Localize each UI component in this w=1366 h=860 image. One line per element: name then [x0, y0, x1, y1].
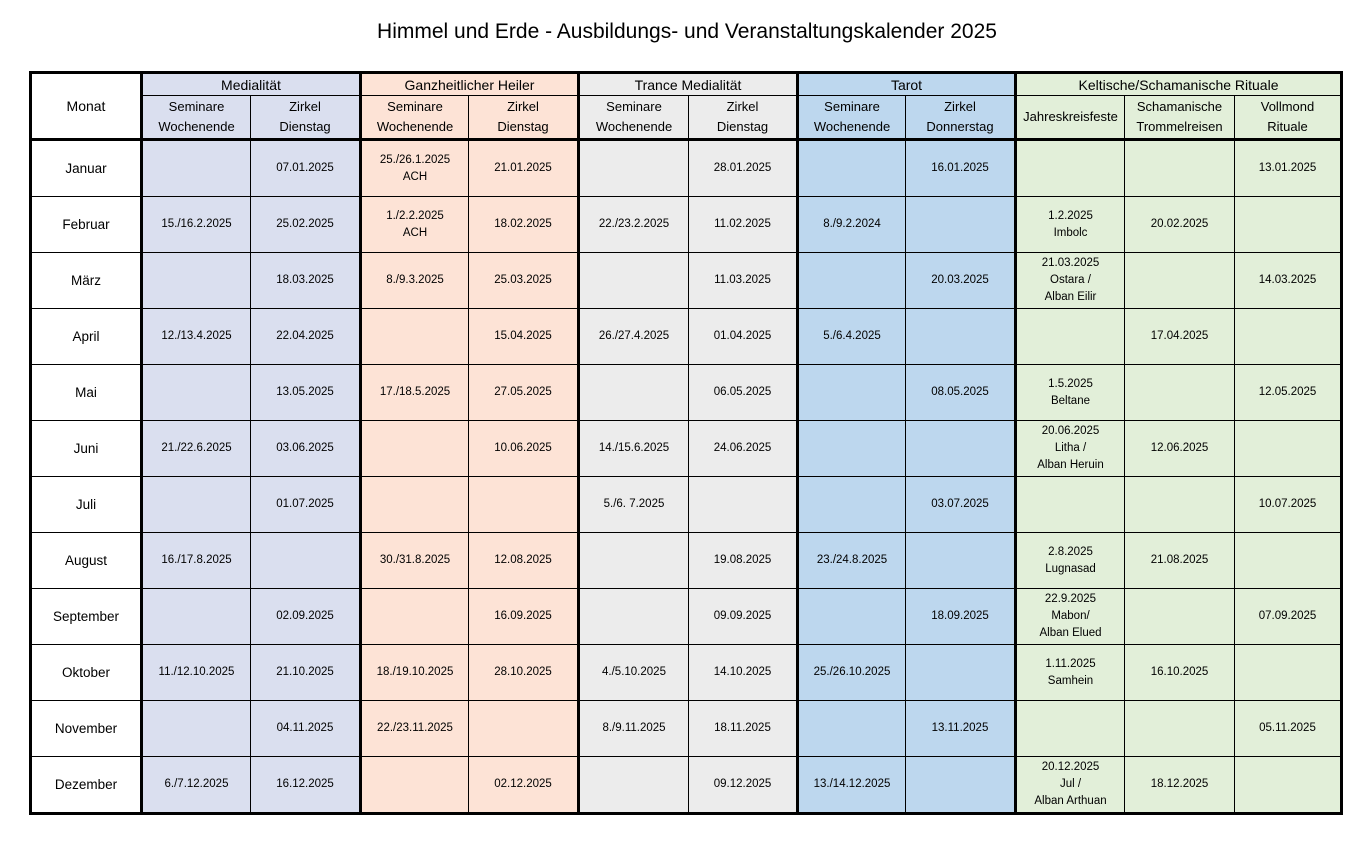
- date-cell-medialitaet-zirkel: [251, 477, 361, 533]
- date-cell-vollmond: [1235, 309, 1342, 365]
- date-cell-medialitaet-seminare: [142, 477, 251, 533]
- cell-text-line: 15.04.2025: [494, 330, 552, 342]
- cell-text-line: 14.10.2025: [713, 666, 772, 678]
- date-cell-trommelreisen: [1125, 309, 1235, 365]
- date-cell-tarot-seminare: [798, 365, 906, 421]
- cell-text-line: 01.04.2025: [713, 330, 772, 342]
- cell-text-line: 11.03.2025: [714, 274, 771, 286]
- subheader-jahreskreisfeste: [1016, 96, 1125, 140]
- cell-text-line: 16.10.2025: [1150, 666, 1209, 678]
- table-row: [31, 701, 1342, 757]
- cell-text-line: Zirkel: [944, 99, 976, 114]
- cell-text-line: 5./6. 7.2025: [603, 498, 665, 510]
- date-cell-trance-zirkel: [689, 477, 798, 533]
- date-cell-medialitaet-zirkel: [251, 140, 361, 197]
- group-header-medialitaet: Medialität: [142, 73, 361, 96]
- date-cell-medialitaet-seminare: [142, 589, 251, 645]
- date-cell-jahreskreisfeste: [1016, 477, 1125, 533]
- date-cell-trance-seminare: [579, 309, 689, 365]
- date-cell-tarot-zirkel: [906, 701, 1016, 757]
- date-cell-trance-zirkel: [689, 645, 798, 701]
- cell-text-line: 19.08.2025: [713, 554, 772, 566]
- cell-text-line: 18.11.2025: [714, 722, 771, 734]
- cell-text-line: 1.2.2025: [1048, 209, 1093, 222]
- date-cell-jahreskreisfeste: [1016, 757, 1125, 814]
- subheader-trommelreisen: [1125, 96, 1235, 140]
- cell-text-line: Vollmond: [1260, 99, 1315, 114]
- cell-text-line: 20.12.2025: [1041, 761, 1100, 773]
- page-title: Himmel und Erde - Ausbildungs- und Veranstaltungskalender 2025: [377, 20, 997, 43]
- date-cell-heiler-zirkel: [469, 477, 579, 533]
- cell-text-line: 18.03.2025: [276, 274, 334, 286]
- cell-text-line: Dienstag: [279, 119, 331, 134]
- date-cell-medialitaet-zirkel: [251, 757, 361, 814]
- date-cell-heiler-zirkel: [469, 701, 579, 757]
- cell-text-line: 12./13.4.2025: [161, 330, 232, 342]
- subheader-tarot-seminare: [798, 96, 906, 140]
- date-cell-heiler-seminare: [361, 757, 469, 814]
- cell-text-line: 8./9.11.2025: [602, 722, 666, 734]
- cell-text-line: Ostara /: [1050, 274, 1091, 286]
- cell-text-line: 24.06.2025: [713, 442, 772, 454]
- date-cell-jahreskreisfeste: [1016, 253, 1125, 309]
- cell-text-line: 1.11.2025: [1045, 657, 1096, 670]
- table-row: [31, 533, 1342, 589]
- date-cell-medialitaet-seminare: [142, 701, 251, 757]
- date-cell-medialitaet-zirkel: [251, 421, 361, 477]
- date-cell-trommelreisen: [1125, 365, 1235, 421]
- month-cell: Januar: [31, 140, 142, 197]
- cell-text-line: 25./26.10.2025: [813, 666, 891, 678]
- cell-text-line: Zirkel: [507, 99, 539, 114]
- date-cell-heiler-zirkel: [469, 140, 579, 197]
- date-cell-medialitaet-zirkel: [251, 253, 361, 309]
- date-cell-vollmond: [1235, 701, 1342, 757]
- cell-text-line: 25.02.2025: [276, 218, 334, 230]
- date-cell-medialitaet-seminare: [142, 197, 251, 253]
- date-cell-tarot-zirkel: [906, 533, 1016, 589]
- date-cell-heiler-seminare: [361, 701, 469, 757]
- month-cell: Juli: [31, 477, 142, 533]
- cell-text-line: 30./31.8.2025: [379, 554, 451, 566]
- cell-text-line: Donnerstag: [926, 119, 994, 134]
- date-cell-tarot-seminare: [798, 645, 906, 701]
- cell-text-line: 13./14.12.2025: [813, 778, 891, 790]
- date-cell-trance-zirkel: [689, 589, 798, 645]
- date-cell-vollmond: [1235, 421, 1342, 477]
- cell-text-line: Zirkel: [726, 99, 759, 114]
- date-cell-heiler-zirkel: [469, 197, 579, 253]
- date-cell-heiler-zirkel: [469, 533, 579, 589]
- cell-text-line: 11./12.10.2025: [158, 666, 235, 678]
- table-row: [31, 197, 1342, 253]
- date-cell-medialitaet-zirkel: [251, 533, 361, 589]
- date-cell-trance-seminare: [579, 757, 689, 814]
- cell-text-line: 15./16.2.2025: [161, 218, 232, 230]
- cell-text-line: Wochenende: [158, 119, 235, 134]
- date-cell-trommelreisen: [1125, 757, 1235, 814]
- date-cell-jahreskreisfeste: [1016, 365, 1125, 421]
- cell-text-line: Seminare: [387, 99, 443, 114]
- date-cell-tarot-seminare: [798, 477, 906, 533]
- date-cell-medialitaet-seminare: [142, 757, 251, 814]
- cell-text-line: Beltane: [1050, 394, 1090, 407]
- cell-text-line: 18.02.2025: [494, 218, 552, 230]
- table-row: [31, 253, 1342, 309]
- cell-text-line: 6./7.12.2025: [164, 778, 229, 790]
- date-cell-heiler-zirkel: [469, 757, 579, 814]
- date-cell-trance-zirkel: [689, 309, 798, 365]
- cell-text-line: 26./27.4.2025: [598, 330, 670, 342]
- cell-text-line: 28.01.2025: [713, 162, 772, 174]
- date-cell-vollmond: [1235, 533, 1342, 589]
- date-cell-tarot-zirkel: [906, 309, 1016, 365]
- date-cell-tarot-zirkel: [906, 140, 1016, 197]
- cell-text-line: 07.01.2025: [276, 162, 334, 174]
- cell-text-line: Jul /: [1059, 778, 1082, 790]
- cell-text-line: 02.12.2025: [494, 778, 552, 790]
- table-row: [31, 365, 1342, 421]
- date-cell-medialitaet-seminare: [142, 140, 251, 197]
- date-cell-jahreskreisfeste: [1016, 533, 1125, 589]
- date-cell-heiler-zirkel: [469, 309, 579, 365]
- date-cell-trance-seminare: [579, 477, 689, 533]
- cell-text-line: 10.06.2025: [494, 442, 552, 454]
- date-cell-heiler-seminare: [361, 365, 469, 421]
- date-cell-tarot-zirkel: [906, 589, 1016, 645]
- cell-text-line: 17.04.2025: [1150, 330, 1209, 342]
- month-cell: März: [31, 253, 142, 309]
- date-cell-vollmond: [1235, 589, 1342, 645]
- date-cell-heiler-seminare: [361, 477, 469, 533]
- cell-text-line: ACH: [402, 226, 428, 239]
- cell-text-line: Zirkel: [289, 99, 321, 114]
- date-cell-trance-zirkel: [689, 365, 798, 421]
- table-row: [31, 589, 1342, 645]
- table-row: [31, 309, 1342, 365]
- date-cell-medialitaet-seminare: [142, 365, 251, 421]
- cell-text-line: 03.06.2025: [276, 442, 334, 454]
- date-cell-heiler-zirkel: [469, 253, 579, 309]
- cell-text-line: 22.9.2025: [1044, 593, 1097, 605]
- month-cell: August: [31, 533, 142, 589]
- cell-text-line: 20.03.2025: [931, 274, 989, 286]
- date-cell-heiler-zirkel: [469, 589, 579, 645]
- month-cell: November: [31, 701, 142, 757]
- cell-text-line: 22./23.2.2025: [598, 218, 670, 230]
- cell-text-line: 16.01.2025: [931, 162, 989, 174]
- date-cell-medialitaet-zirkel: [251, 365, 361, 421]
- cell-text-line: Lugnasad: [1045, 562, 1096, 575]
- cell-text-line: 05.11.2025: [1259, 722, 1316, 734]
- cell-text-line: Imbolc: [1053, 226, 1088, 239]
- cell-text-line: 14.03.2025: [1258, 274, 1317, 286]
- date-cell-jahreskreisfeste: [1016, 309, 1125, 365]
- cell-text-line: Wochenende: [595, 119, 673, 134]
- cell-text-line: Schamanische: [1136, 99, 1223, 114]
- date-cell-jahreskreisfeste: [1016, 140, 1125, 197]
- date-cell-tarot-seminare: [798, 421, 906, 477]
- date-cell-heiler-seminare: [361, 589, 469, 645]
- cell-text-line: 13.01.2025: [1258, 162, 1317, 174]
- date-cell-heiler-zirkel: [469, 645, 579, 701]
- cell-text-line: 02.09.2025: [276, 610, 334, 622]
- month-cell: Oktober: [31, 645, 142, 701]
- date-cell-medialitaet-seminare: [142, 253, 251, 309]
- month-cell: Dezember: [31, 757, 142, 814]
- cell-text-line: 09.09.2025: [713, 610, 772, 622]
- date-cell-jahreskreisfeste: [1016, 589, 1125, 645]
- cell-text-line: 06.05.2025: [713, 386, 772, 398]
- date-cell-heiler-seminare: [361, 140, 469, 197]
- cell-text-line: Rituale: [1267, 119, 1308, 134]
- table-row: [31, 645, 1342, 701]
- table-row: [31, 421, 1342, 477]
- cell-text-line: 13.05.2025: [276, 386, 334, 398]
- date-cell-medialitaet-zirkel: [251, 197, 361, 253]
- date-cell-heiler-zirkel: [469, 365, 579, 421]
- date-cell-trommelreisen: [1125, 701, 1235, 757]
- cell-text-line: 27.05.2025: [494, 386, 552, 398]
- cell-text-line: Samhein: [1047, 674, 1094, 687]
- date-cell-jahreskreisfeste: [1016, 197, 1125, 253]
- cell-text-line: 18./19.10.2025: [376, 666, 454, 678]
- date-cell-vollmond: [1235, 757, 1342, 814]
- subheader-medialitaet-seminare: [142, 96, 251, 140]
- cell-text-line: Wochenende: [813, 119, 891, 134]
- cell-text-line: 01.07.2025: [276, 498, 334, 510]
- cell-text-line: 22.04.2025: [276, 330, 334, 342]
- date-cell-trance-zirkel: [689, 197, 798, 253]
- date-cell-heiler-seminare: [361, 533, 469, 589]
- date-cell-heiler-seminare: [361, 253, 469, 309]
- date-cell-trance-zirkel: [689, 757, 798, 814]
- date-cell-heiler-seminare: [361, 309, 469, 365]
- group-header-tarot: Tarot: [798, 73, 1016, 96]
- cell-text-line: 08.05.2025: [931, 386, 989, 398]
- cell-text-line: 16./17.8.2025: [161, 554, 232, 566]
- date-cell-trance-seminare: [579, 589, 689, 645]
- date-cell-trance-seminare: [579, 701, 689, 757]
- cell-text-line: 18.12.2025: [1150, 778, 1209, 790]
- group-header-keltisch: Keltische/Schamanische Rituale: [1016, 73, 1342, 96]
- date-cell-heiler-seminare: [361, 197, 469, 253]
- date-cell-medialitaet-seminare: [142, 645, 251, 701]
- date-cell-heiler-seminare: [361, 421, 469, 477]
- date-cell-tarot-zirkel: [906, 253, 1016, 309]
- cell-text-line: 16.09.2025: [494, 610, 552, 622]
- date-cell-trance-seminare: [579, 421, 689, 477]
- cell-text-line: 20.06.2025: [1041, 425, 1100, 437]
- date-cell-tarot-seminare: [798, 589, 906, 645]
- date-cell-trommelreisen: [1125, 253, 1235, 309]
- cell-text-line: 8./9.2.2024: [823, 218, 881, 230]
- cell-text-line: 21.08.2025: [1150, 554, 1209, 566]
- cell-text-line: 1./2.2.2025: [386, 209, 444, 222]
- group-header-heiler: Ganzheitlicher Heiler: [361, 73, 579, 96]
- cell-text-line: 25.03.2025: [494, 274, 552, 286]
- date-cell-medialitaet-zirkel: [251, 701, 361, 757]
- cell-text-line: Wochenende: [376, 119, 454, 134]
- date-cell-medialitaet-seminare: [142, 533, 251, 589]
- date-cell-tarot-seminare: [798, 757, 906, 814]
- cell-text-line: Jahreskreisfeste: [1023, 109, 1118, 124]
- date-cell-vollmond: [1235, 645, 1342, 701]
- cell-text-line: 16.12.2025: [276, 778, 334, 790]
- cell-text-line: 11.02.2025: [714, 218, 771, 230]
- date-cell-tarot-seminare: [798, 533, 906, 589]
- group-header-trance: Trance Medialität: [579, 73, 798, 96]
- date-cell-trance-seminare: [579, 253, 689, 309]
- header-monat: Monat: [31, 73, 142, 140]
- date-cell-tarot-zirkel: [906, 757, 1016, 814]
- subheader-heiler-zirkel: [469, 96, 579, 140]
- cell-text-line: 17./18.5.2025: [379, 386, 451, 398]
- date-cell-vollmond: [1235, 140, 1342, 197]
- date-cell-jahreskreisfeste: [1016, 421, 1125, 477]
- date-cell-tarot-zirkel: [906, 645, 1016, 701]
- date-cell-tarot-seminare: [798, 253, 906, 309]
- cell-text-line: ACH: [402, 170, 428, 183]
- subheader-trance-zirkel: [689, 96, 798, 140]
- date-cell-medialitaet-zirkel: [251, 309, 361, 365]
- date-cell-jahreskreisfeste: [1016, 645, 1125, 701]
- cell-text-line: 8./9.3.2025: [386, 274, 444, 286]
- cell-text-line: 07.09.2025: [1258, 610, 1317, 622]
- date-cell-trance-zirkel: [689, 421, 798, 477]
- cell-text-line: 03.07.2025: [931, 498, 989, 510]
- subheader-tarot-zirkel: [906, 96, 1016, 140]
- cell-text-line: 1.5.2025: [1048, 377, 1093, 390]
- date-cell-trance-zirkel: [689, 701, 798, 757]
- date-cell-tarot-zirkel: [906, 421, 1016, 477]
- cell-text-line: Mabon/: [1051, 610, 1090, 622]
- date-cell-trommelreisen: [1125, 140, 1235, 197]
- date-cell-tarot-seminare: [798, 140, 906, 197]
- date-cell-heiler-seminare: [361, 645, 469, 701]
- cell-text-line: 23./24.8.2025: [816, 554, 888, 566]
- cell-text-line: 25./26.1.2025: [379, 153, 451, 166]
- cell-text-line: Litha /: [1054, 442, 1087, 454]
- date-cell-trance-seminare: [579, 645, 689, 701]
- date-cell-jahreskreisfeste: [1016, 701, 1125, 757]
- subheader-medialitaet-zirkel: [251, 96, 361, 140]
- cell-text-line: 04.11.2025: [276, 722, 334, 734]
- cell-text-line: 2.8.2025: [1048, 545, 1093, 558]
- cell-text-line: Alban Elued: [1039, 627, 1102, 639]
- cell-text-line: 21./22.6.2025: [161, 442, 232, 454]
- cell-text-line: 21.01.2025: [494, 162, 552, 174]
- cell-text-line: Dienstag: [497, 119, 549, 134]
- date-cell-trommelreisen: [1125, 589, 1235, 645]
- cell-text-line: 22./23.11.2025: [377, 722, 453, 734]
- cell-text-line: 4./5.10.2025: [602, 666, 666, 678]
- date-cell-tarot-seminare: [798, 701, 906, 757]
- cell-text-line: Alban Eilir: [1044, 291, 1097, 303]
- date-cell-trance-zirkel: [689, 533, 798, 589]
- date-cell-medialitaet-zirkel: [251, 645, 361, 701]
- date-cell-medialitaet-seminare: [142, 309, 251, 365]
- cell-text-line: 21.10.2025: [276, 666, 334, 678]
- date-cell-medialitaet-seminare: [142, 421, 251, 477]
- date-cell-tarot-seminare: [798, 309, 906, 365]
- date-cell-tarot-zirkel: [906, 477, 1016, 533]
- date-cell-trommelreisen: [1125, 533, 1235, 589]
- date-cell-trommelreisen: [1125, 645, 1235, 701]
- cell-text-line: 13.11.2025: [931, 722, 989, 734]
- cell-text-line: Alban Arthuan: [1034, 795, 1107, 807]
- cell-text-line: Trommelreisen: [1136, 119, 1223, 134]
- table-row: [31, 140, 1342, 197]
- cell-text-line: 09.12.2025: [713, 778, 772, 790]
- date-cell-vollmond: [1235, 197, 1342, 253]
- date-cell-tarot-zirkel: [906, 197, 1016, 253]
- date-cell-vollmond: [1235, 477, 1342, 533]
- date-cell-trommelreisen: [1125, 197, 1235, 253]
- date-cell-trance-zirkel: [689, 140, 798, 197]
- date-cell-vollmond: [1235, 365, 1342, 421]
- date-cell-tarot-seminare: [798, 197, 906, 253]
- month-cell: September: [31, 589, 142, 645]
- date-cell-heiler-zirkel: [469, 421, 579, 477]
- cell-text-line: Alban Heruin: [1037, 459, 1104, 471]
- date-cell-trommelreisen: [1125, 477, 1235, 533]
- cell-text-line: 12.05.2025: [1258, 386, 1317, 398]
- cell-text-line: 28.10.2025: [494, 666, 552, 678]
- cell-text-line: 20.02.2025: [1150, 218, 1209, 230]
- date-cell-tarot-zirkel: [906, 365, 1016, 421]
- date-cell-vollmond: [1235, 253, 1342, 309]
- month-cell: Februar: [31, 197, 142, 253]
- cell-text-line: Dienstag: [716, 119, 769, 134]
- cell-text-line: 10.07.2025: [1258, 498, 1317, 510]
- cell-text-line: 12.08.2025: [494, 554, 552, 566]
- date-cell-medialitaet-zirkel: [251, 589, 361, 645]
- month-cell: Mai: [31, 365, 142, 421]
- date-cell-trance-seminare: [579, 197, 689, 253]
- cell-text-line: 12.06.2025: [1150, 442, 1209, 454]
- month-cell: Juni: [31, 421, 142, 477]
- date-cell-trance-seminare: [579, 365, 689, 421]
- subheader-vollmond: [1235, 96, 1342, 140]
- cell-text-line: 14./15.6.2025: [598, 442, 670, 454]
- date-cell-trance-seminare: [579, 140, 689, 197]
- date-cell-trance-zirkel: [689, 253, 798, 309]
- table-row: [31, 477, 1342, 533]
- month-cell: April: [31, 309, 142, 365]
- cell-text-line: Seminare: [606, 99, 662, 114]
- table-row: [31, 757, 1342, 814]
- cell-text-line: Seminare: [824, 99, 880, 114]
- cell-text-line: Seminare: [168, 99, 225, 114]
- subheader-trance-seminare: [579, 96, 689, 140]
- date-cell-trommelreisen: [1125, 421, 1235, 477]
- cell-text-line: 18.09.2025: [931, 610, 989, 622]
- cell-text-line: 21.03.2025: [1041, 257, 1100, 269]
- event-calendar-table: [29, 71, 1343, 815]
- cell-text-line: 5./6.4.2025: [823, 330, 881, 342]
- date-cell-trance-seminare: [579, 533, 689, 589]
- subheader-heiler-seminare: [361, 96, 469, 140]
